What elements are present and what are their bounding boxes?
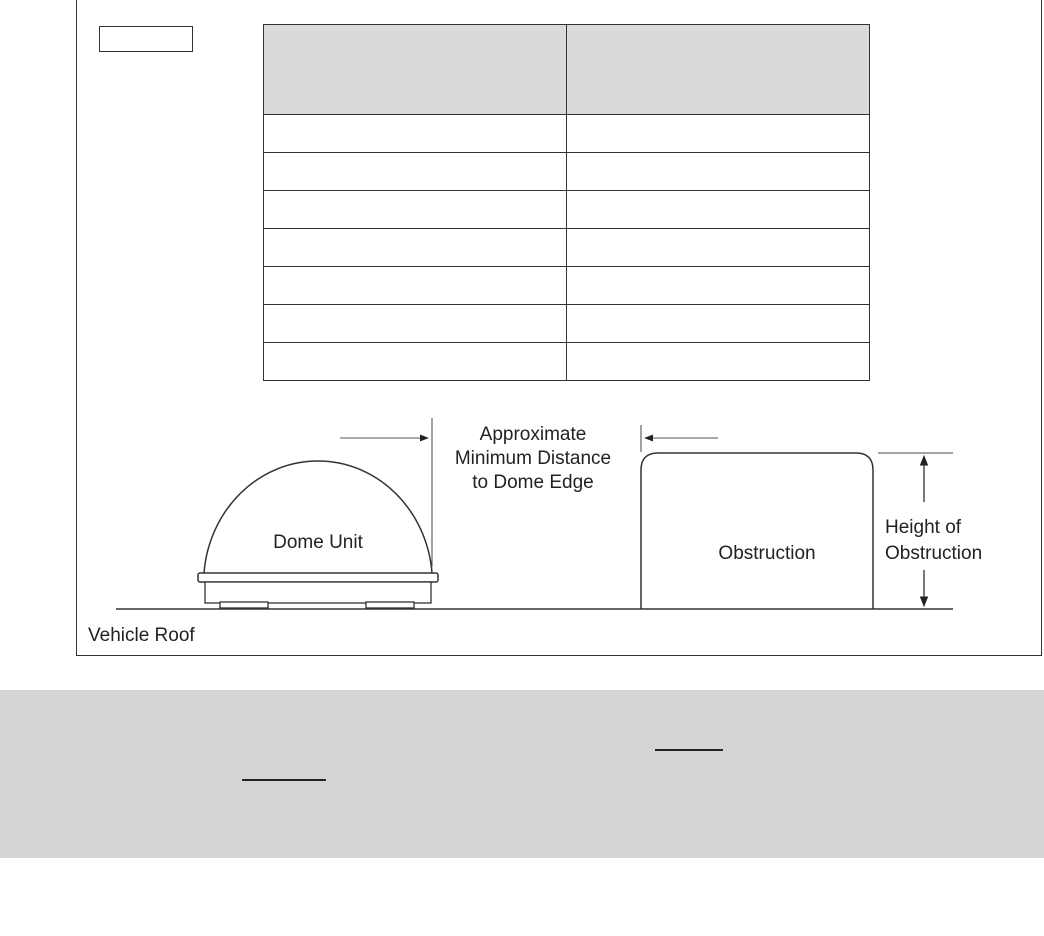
- table-row: [264, 343, 870, 381]
- table-cell: [264, 305, 567, 343]
- table-cell: [567, 267, 870, 305]
- table-row: [264, 229, 870, 267]
- table-row: [264, 267, 870, 305]
- table-header-cell: [264, 25, 567, 115]
- fill-in-blank: [655, 749, 723, 751]
- note-band: [0, 690, 1044, 858]
- table-cell: [567, 305, 870, 343]
- table-cell: [264, 153, 567, 191]
- figure-frame: [76, 0, 1042, 656]
- table-cell: [567, 191, 870, 229]
- obstruction-label: Obstruction: [718, 543, 816, 564]
- height-label-line-1: Height of: [885, 517, 962, 538]
- height-label-line-2: Obstruction: [885, 543, 983, 564]
- table-header-row: [264, 25, 870, 115]
- table-cell: [567, 343, 870, 381]
- distance-label-line-3: to Dome Edge: [472, 472, 594, 493]
- table-cell: [567, 115, 870, 153]
- table-cell: [264, 115, 567, 153]
- table-row: [264, 305, 870, 343]
- table-cell: [264, 267, 567, 305]
- table-row: [264, 115, 870, 153]
- table-row: [264, 191, 870, 229]
- table-cell: [264, 191, 567, 229]
- distance-label-line-1: Approximate: [479, 424, 587, 445]
- distance-label-line-2: Minimum Distance: [454, 448, 612, 469]
- dome-unit-label: Dome Unit: [273, 532, 363, 553]
- fill-in-blank: [242, 779, 326, 781]
- table-row: [264, 153, 870, 191]
- figure-label-box: [99, 26, 193, 52]
- table-header-cell: [567, 25, 870, 115]
- table-cell: [567, 153, 870, 191]
- table-cell: [567, 229, 870, 267]
- distance-table: [263, 24, 870, 381]
- table-cell: [264, 343, 567, 381]
- vehicle-roof-label: Vehicle Roof: [88, 625, 195, 646]
- table-cell: [264, 229, 567, 267]
